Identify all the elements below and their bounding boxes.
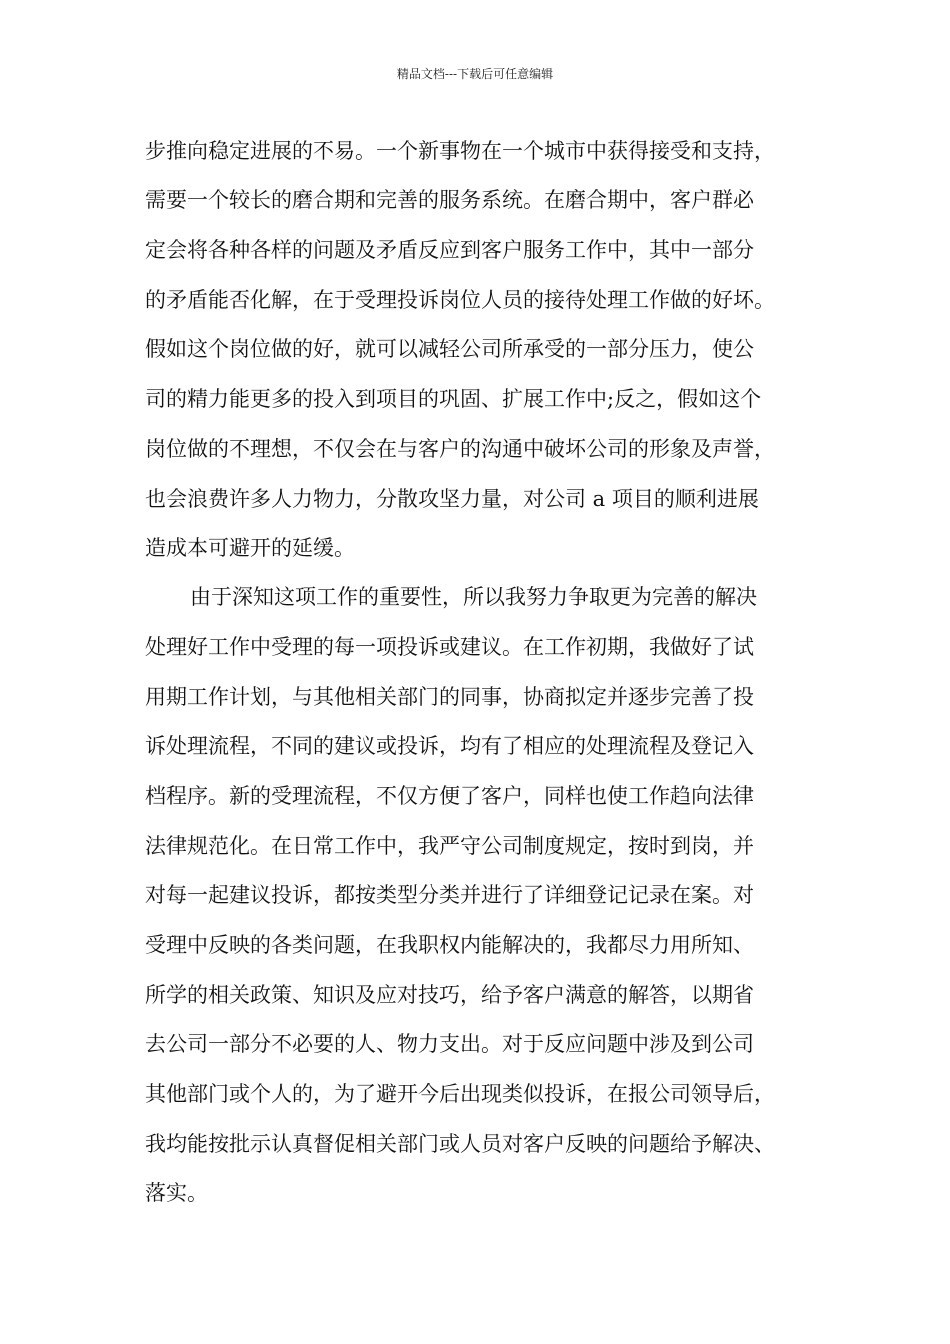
paragraph-2-line: 对每一起建议投诉，都按类型分类并进行了详细登记记录在案。对	[145, 883, 754, 907]
paragraph-2-line: 所学的相关政策、知识及应对技巧，给予客户满意的解答，以期省	[145, 983, 754, 1007]
paragraph-2-line: 档程序。新的受理流程，不仅方便了客户，同样也使工作趋向法律	[145, 784, 754, 808]
paragraph-1-line: 也会浪费许多人力物力，分散攻坚力量，对公司 a 项目的顺利进展	[145, 487, 759, 511]
paragraph-2-line: 其他部门或个人的，为了避开今后出现类似投诉，在报公司领导后，	[145, 1082, 775, 1106]
paragraph-1-line: 岗位做的不理想，不仅会在与客户的沟通中破坏公司的形象及声誉，	[145, 437, 775, 461]
paragraph-1-line: 的矛盾能否化解，在于受理投诉岗位人员的接待处理工作做的好坏。	[145, 288, 775, 312]
paragraph-2-line: 诉处理流程，不同的建议或投诉，均有了相应的处理流程及登记入	[145, 734, 754, 758]
paragraph-2-line: 法律规范化。在日常工作中，我严守公司制度规定，按时到岗，并	[145, 834, 754, 858]
paragraph-2-line: 我均能按批示认真督促相关部门或人员对客户反映的问题给予解决、	[145, 1132, 775, 1156]
paragraph-2-line: 用期工作计划，与其他相关部门的同事，协商拟定并逐步完善了投	[145, 685, 754, 709]
paragraph-2-line: 落实。	[145, 1181, 208, 1205]
paragraph-1-line: 造成本可避开的延缓。	[145, 536, 355, 560]
paragraph-1-line: 步推向稳定进展的不易。一个新事物在一个城市中获得接受和支持，	[145, 139, 775, 163]
paragraph-2-line: 受理中反映的各类问题，在我职权内能解决的，我都尽力用所知、	[145, 933, 754, 957]
paragraph-2-line: 由于深知这项工作的重要性，所以我努力争取更为完善的解决	[190, 585, 757, 609]
paragraph-1-line: 定会将各种各样的问题及矛盾反应到客户服务工作中，其中一部分	[145, 238, 754, 262]
paragraph-1-line: 假如这个岗位做的好，就可以减轻公司所承受的一部分压力，使公	[145, 337, 754, 361]
paragraph-1-line: 需要一个较长的磨合期和完善的服务系统。在磨合期中，客户群必	[145, 188, 754, 212]
paragraph-2-line: 去公司一部分不必要的人、物力支出。对于反应问题中涉及到公司	[145, 1032, 754, 1056]
paragraph-1-line: 司的精力能更多的投入到项目的巩固、扩展工作中;反之，假如这个	[145, 387, 762, 411]
paragraph-2-line: 处理好工作中受理的每一项投诉或建议。在工作初期，我做好了试	[145, 635, 754, 659]
page-header: 精品文档---下载后可任意编辑	[396, 67, 554, 81]
